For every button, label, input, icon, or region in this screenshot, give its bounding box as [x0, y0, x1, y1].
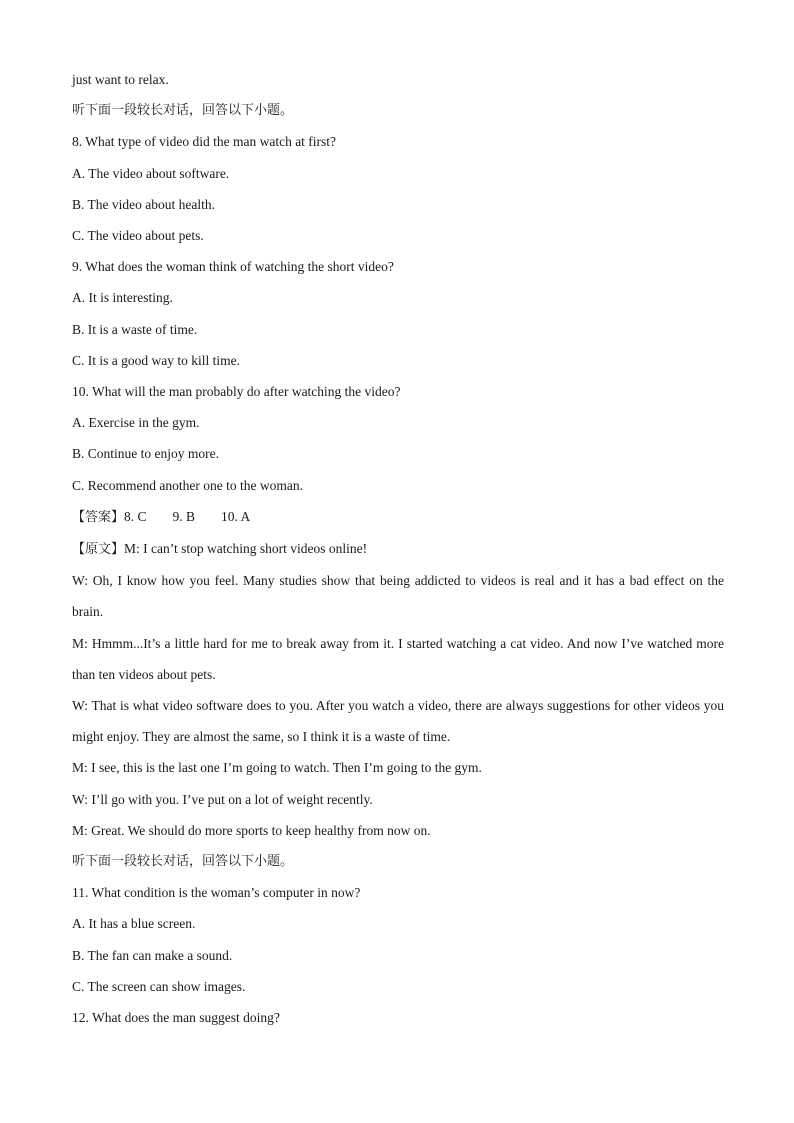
transcript-paragraph: W: Oh, I know how you feel. Many studies show that being addicted to videos is real and it has a bad effect on the brain.: [72, 573, 724, 620]
question-10: 10. What will the man probably do after watching the video?: [72, 384, 401, 400]
section-heading: 听下面一段较长对话，回答以下小题。: [72, 103, 294, 119]
transcript-first-line: [72, 533, 724, 565]
transcript-paragraph: M: Hmmm...It’s a little hard for me to break away from it. I started watching a cat video. And now I’ve watched more than ten videos about pets.: [72, 635, 724, 682]
option-10b: B. Continue to enjoy more.: [72, 446, 219, 462]
answer-8: 8. C: [124, 508, 147, 524]
answer-line: [72, 501, 724, 533]
option-9b: B. It is a waste of time.: [72, 321, 198, 337]
transcript-paragraph: W: That is what video software does to you. After you watch a video, there are always suggestions for other videos you might enjoy. They are almost the same, so I think it is a waste of time.: [72, 698, 724, 745]
option-8a: A. The video about software.: [72, 165, 230, 181]
question-8: 8. What type of video did the man watch at first?: [72, 134, 337, 150]
section-heading: 听下面一段较长对话，回答以下小题。: [72, 854, 294, 870]
option-10c: C. Recommend another one to the woman.: [72, 477, 303, 493]
question-11: 11. What condition is the woman’s computer in now?: [72, 885, 361, 901]
transcript-text: M: I can’t stop watching short videos online!: [124, 541, 368, 557]
answer-label: 【答案】: [72, 509, 125, 525]
option-8c: C. The video about pets.: [72, 228, 204, 244]
transcript-label: 【原文】: [72, 542, 125, 558]
option-10a: A. Exercise in the gym.: [72, 415, 200, 431]
text-line: just want to relax.: [72, 72, 169, 87]
transcript-line: W: I’ll go with you. I’ve put on a lot of weight recently.: [72, 791, 373, 807]
answer-9: 9. B: [172, 508, 196, 524]
transcript-line: M: I see, this is the last one I’m going to watch. Then I’m going to the gym.: [72, 760, 482, 776]
answer-10: 10. A: [221, 508, 251, 524]
option-8b: B. The video about health.: [72, 196, 215, 212]
option-9c: C. It is a good way to kill time.: [72, 352, 240, 368]
option-9a: A. It is interesting.: [72, 290, 173, 306]
question-9: 9. What does the woman think of watching the short video?: [72, 259, 394, 275]
option-11b: B. The fan can make a sound.: [72, 947, 233, 963]
option-11a: A. It has a blue screen.: [72, 916, 196, 932]
question-12: 12. What does the man suggest doing?: [72, 1010, 280, 1026]
document-page: [72, 64, 724, 1033]
transcript-line: M: Great. We should do more sports to keep healthy from now on.: [72, 822, 431, 838]
option-11c: C. The screen can show images.: [72, 978, 246, 994]
